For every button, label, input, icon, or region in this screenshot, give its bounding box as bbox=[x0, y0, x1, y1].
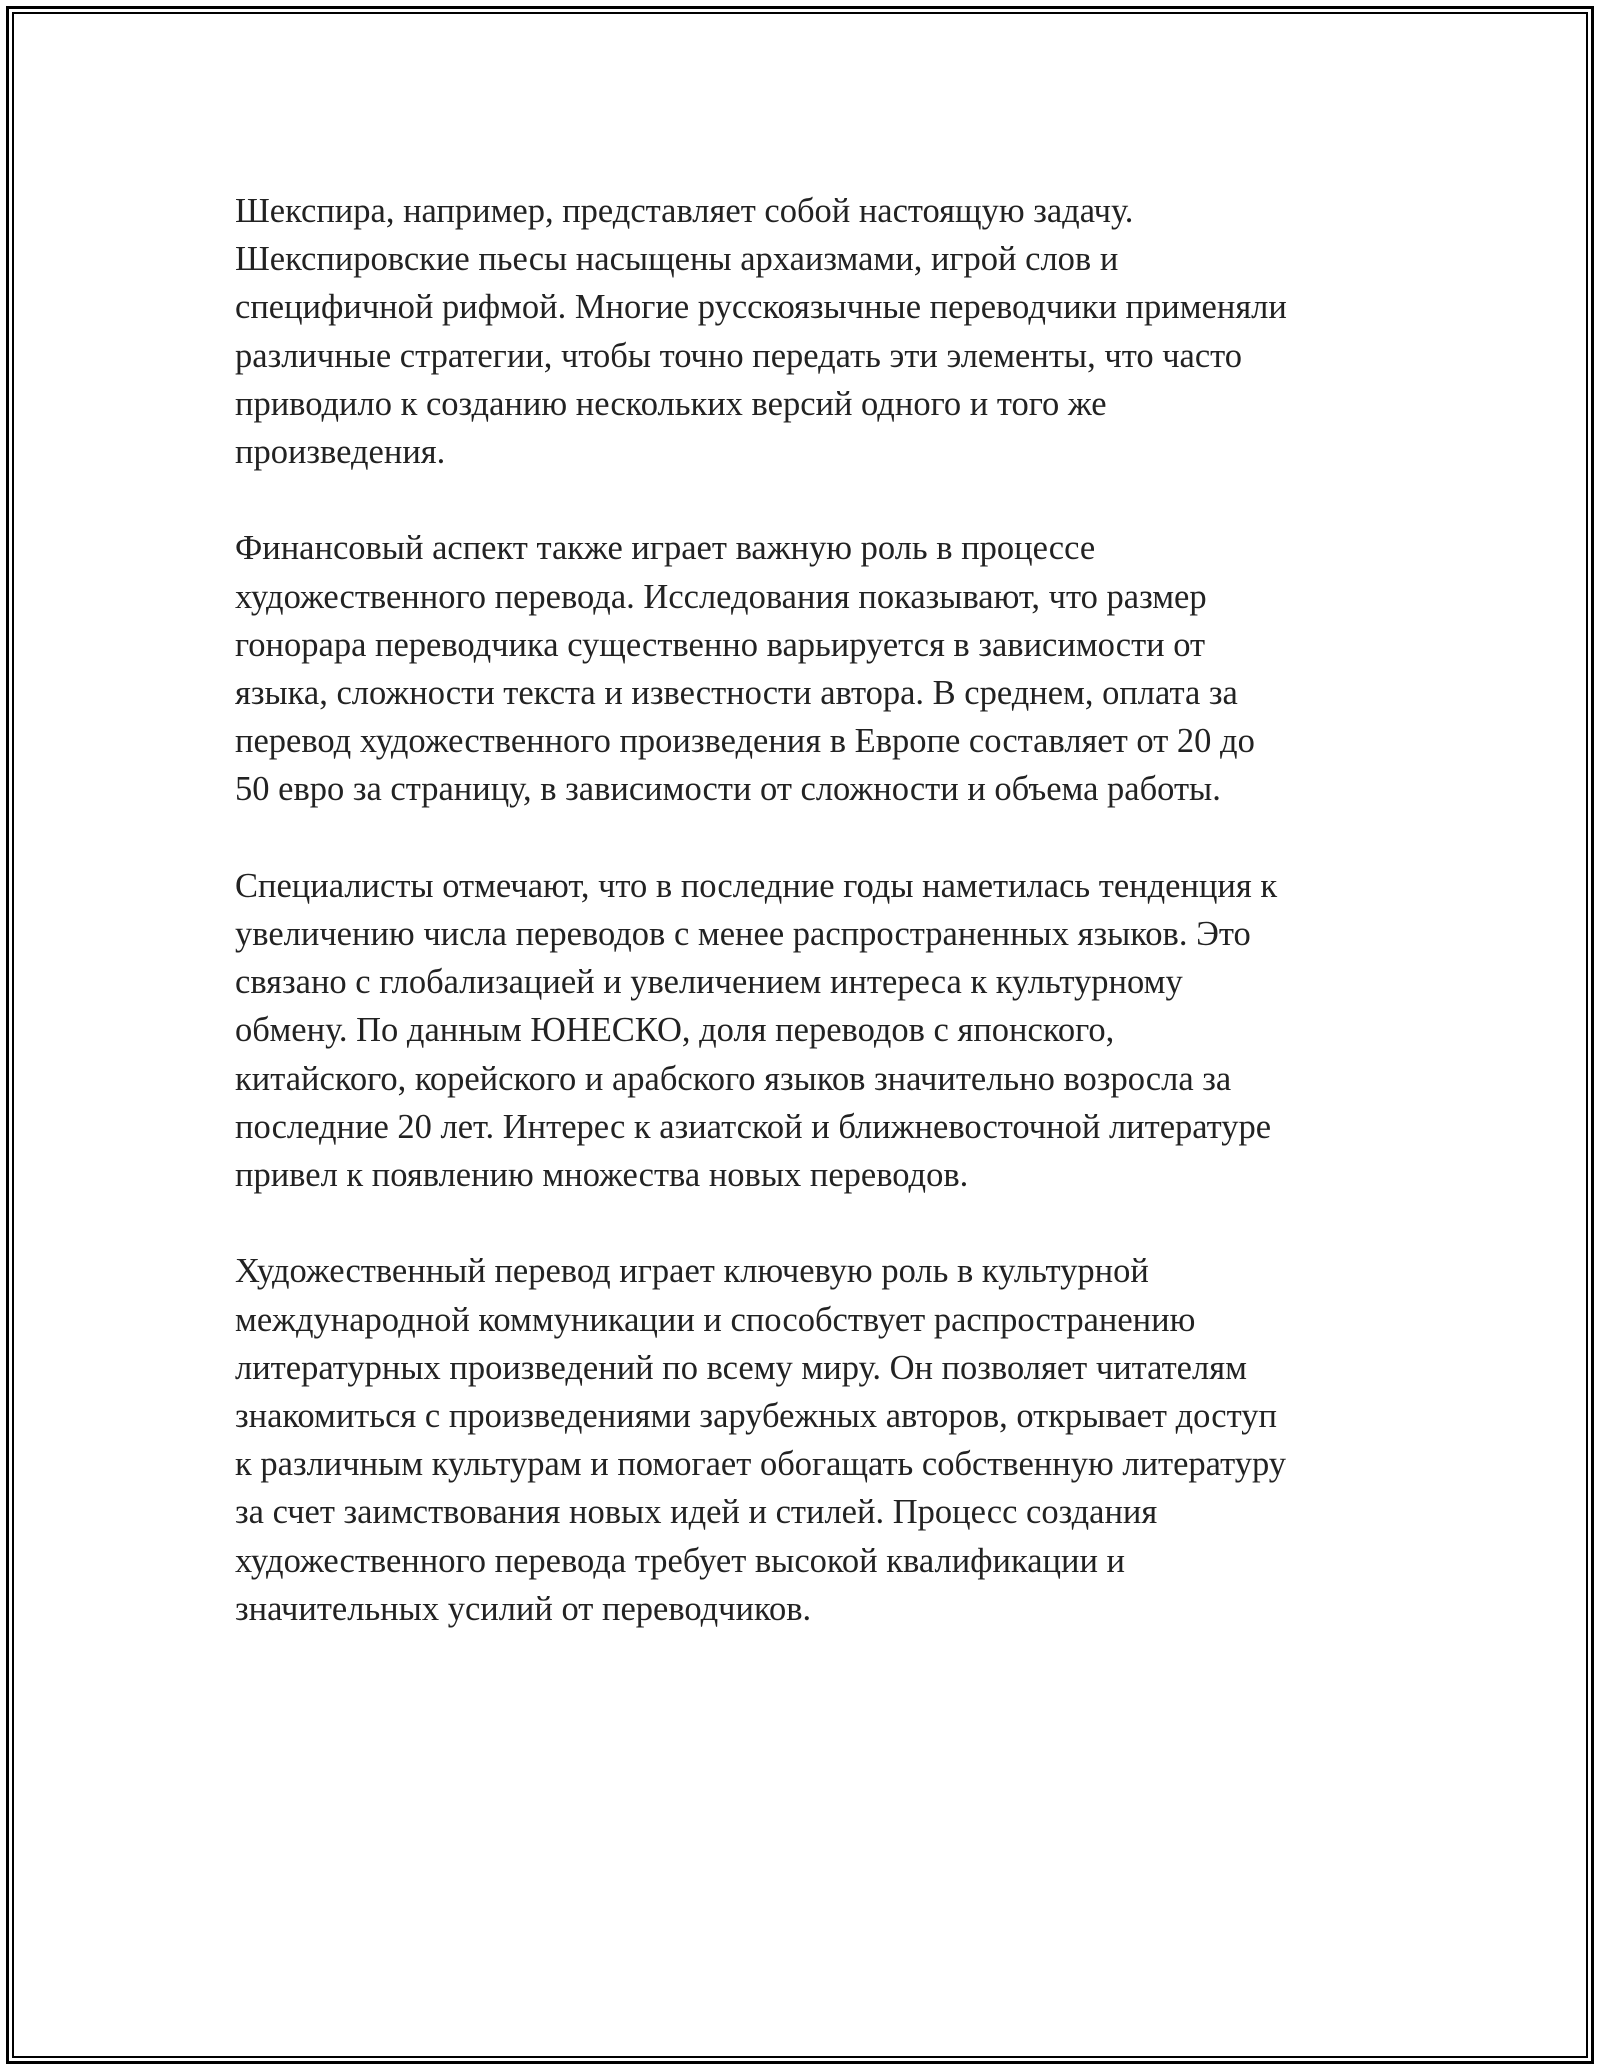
text-line: Художественный перевод играет ключевую роль в культурной bbox=[235, 1252, 1149, 1291]
text-line: значительных усилий от переводчиков. bbox=[235, 1589, 812, 1628]
paragraph-literary-translation-role bbox=[235, 1247, 1370, 1633]
text-line: обмену. По данным ЮНЕСКО, доля переводов с японского, bbox=[235, 1011, 1115, 1050]
text-line: связано с глобализацией и увеличением интереса к культурному bbox=[235, 963, 1183, 1002]
text-line: увеличению числа переводов с менее распространенных языков. Это bbox=[235, 915, 1251, 954]
text-line: китайского, корейского и арабского языков значительно возросла за bbox=[235, 1059, 1232, 1098]
text-line: специфичной рифмой. Многие русскоязычные переводчики применяли bbox=[235, 288, 1287, 327]
text-line: Финансовый аспект также играет важную роль в процессе bbox=[235, 529, 1096, 568]
text-line: перевод художественного произведения в Европе составляет от 20 до bbox=[235, 722, 1255, 761]
text-line: художественного перевода. Исследования показывают, что размер bbox=[235, 577, 1207, 616]
text-line: произведения. bbox=[235, 433, 446, 472]
text-line: к различным культурам и помогает обогащать собственную литературу bbox=[235, 1445, 1287, 1484]
text-line: Шекспира, например, представляет собой настоящую задачу. bbox=[235, 192, 1134, 230]
text-line: последние 20 лет. Интерес к азиатской и ближневосточной литературе bbox=[235, 1107, 1272, 1146]
text-line: за счет заимствования новых идей и стилей. Процесс создания bbox=[235, 1493, 1158, 1532]
text-line: привел к появлению множества новых переводов. bbox=[235, 1156, 969, 1195]
paragraph-translation-trends bbox=[235, 862, 1370, 1199]
paragraph-shakespeare bbox=[235, 187, 1370, 476]
document-body bbox=[235, 187, 1370, 1633]
text-line: языка, сложности текста и известности автора. В среднем, оплата за bbox=[235, 674, 1238, 713]
text-line: художественного перевода требует высокой квалификации и bbox=[235, 1541, 1126, 1580]
text-line: Шекспировские пьесы насыщены архаизмами, игрой слов и bbox=[235, 240, 1119, 279]
text-line: гонорара переводчика существенно варьируется в зависимости от bbox=[235, 625, 1206, 664]
text-line: международной коммуникации и способствует распространению bbox=[235, 1300, 1196, 1339]
paragraph-financial-aspect bbox=[235, 524, 1370, 813]
text-line: знакомиться с произведениями зарубежных авторов, открывает доступ bbox=[235, 1397, 1277, 1436]
text-line: приводило к созданию нескольких версий одного и того же bbox=[235, 384, 1107, 423]
text-line: различные стратегии, чтобы точно передать эти элементы, что часто bbox=[235, 336, 1243, 375]
text-line: литературных произведений по всему миру. Он позволяет читателям bbox=[235, 1348, 1247, 1387]
text-line: 50 евро за страницу, в зависимости от сложности и объема работы. bbox=[235, 770, 1221, 809]
text-line: Специалисты отмечают, что в последние годы наметилась тенденция к bbox=[235, 866, 1278, 905]
